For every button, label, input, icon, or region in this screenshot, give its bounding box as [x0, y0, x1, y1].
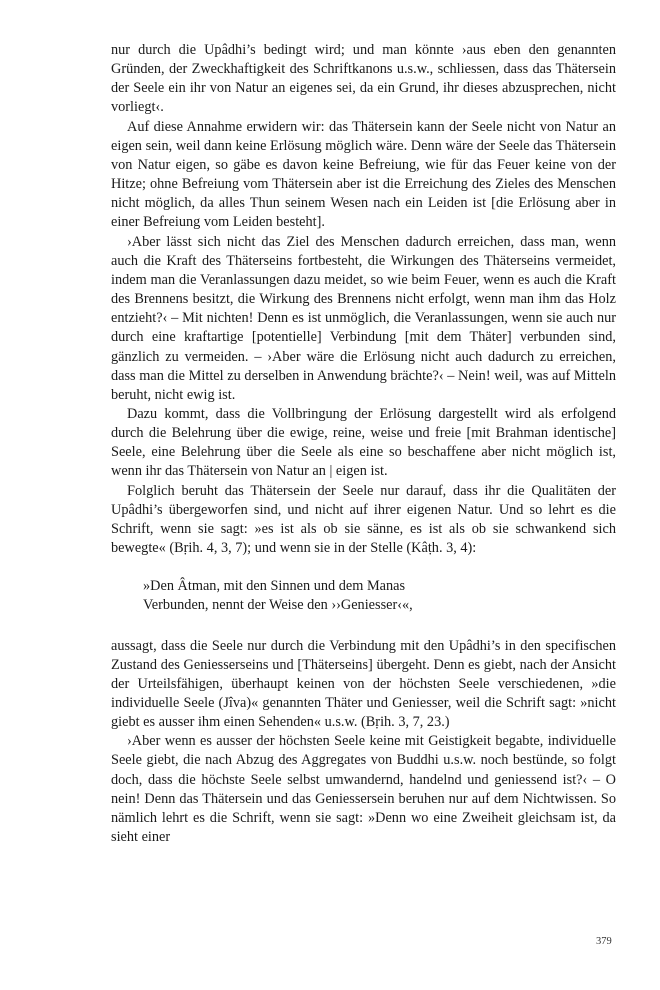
paragraph: nur durch die Upâdhi’s bedingt wird; und man könnte ›aus eben den genannten Gründen, der Zweckhaftigkeit des Schriftkanons u.s.w., schliessen, dass das Thätersein der Seele ein ihr von Natur an eigenes sei, da ein Grund, ihr dieses abzusprechen, nicht vorliegt‹. [111, 42, 616, 116]
verse-line: Verbunden, nennt der Weise den ››Geniesser‹«, [143, 597, 413, 614]
paragraph: aussagt, dass die Seele nur durch die Verbindung mit den Upâdhi’s in den specifischen Zustand des Geniesserseins und [Thäterseins] übergeht. Denn es giebt, nach der Ansicht der Urteilsfähigen, überhaupt keinen von der höchsten Seele verschiedenen, »die individuelle Seele (Jîva)« genannten Thäter und Geniesser, weil die Schrift sagt: »nicht giebt es ausser ihm einen Sehenden« u.s.w. (Bṛih. 3, 7, 23.) [111, 637, 616, 731]
paragraph: Folglich beruht das Thätersein der Seele nur darauf, dass ihr die Qualitäten der Upâdhi’s übergeworfen sind, und nicht auf ihrer eigenen Natur. Und so lehrt es die Schrift, wenn sie sagt: »es ist als ob sie sänne, es ist als ob sie schwankend sich bewegte« (Bṛih. 4, 3, 7); und wenn sie in der Stelle (Kâṭh. 3, 4): [111, 482, 616, 557]
verse-quotation [143, 577, 616, 615]
verse-line: »Den Âtman, mit den Sinnen und dem Manas [143, 578, 406, 595]
paragraph: ›Aber lässt sich nicht das Ziel des Menschen dadurch erreichen, dass man, wenn auch die Kraft des Thäterseins fortbesteht, die Wirkungen des Thäterseins vermeidet, indem man die Veranlassungen dazu meidet, so wie beim Feuer, wenn es auch die Kraft des Brennens besitzt, die Wirkung des Brennens nicht erfolgt, wenn man ihm das Holz entzieht?‹ – Mit nichten! Denn es ist unmöglich, die Veranlassungen, wenn sie auch nur durch eine kraftartige [potentielle] Verbindung [mit dem Thäter] verbunden sind, gänzlich zu vermeiden. – ›Aber wäre die Erlösung nicht auch dadurch zu erreichen, dass man die Mittel zu derselben in Anwendung brächte?‹ – Nein! weil, was auf Mitteln beruht, nicht ewig ist. [111, 233, 616, 403]
body-text [111, 41, 616, 847]
paragraph: Auf diese Annahme erwidern wir: das Thätersein kann der Seele nicht von Natur an eigen sein, weil dann keine Erlösung möglich wäre. Denn wäre der Seele das Thätersein von Natur eigen, so gäbe es davon keine Befreiung, wie für das Feuer keine von der Hitze; ohne Befreiung vom Thätersein aber ist die Erreichung des Zieles des Menschen nicht möglich, da alles Thun seinem Wesen nach ein Leiden ist [die Erlösung aber in einer Befreiung vom Leiden besteht]. [111, 118, 616, 231]
paragraph: ›Aber wenn es ausser der höchsten Seele keine mit Geistigkeit begabte, individuelle Seele giebt, die nach Abzug des Aggregates von Buddhi u.s.w. noch bestünde, so folgt doch, dass die höchste Seele selbst umwandernd, handelnd und geniessend ist?‹ – O nein! Denn das Thätersein und das Geniessersein beruhen nur auf dem Nichtwissen. So nämlich lehrt es die Schrift, wenn sie sagt: »Denn wo eine Zweiheit gleichsam ist, da sieht einer [111, 733, 616, 846]
page-number: 379 [596, 936, 612, 947]
paragraph: Dazu kommt, dass die Vollbringung der Erlösung dargestellt wird als erfolgend durch die Belehrung über die ewige, reine, weise und freie [mit Brahman identische] Seele, eine Belehrung über die Seele als eine so beschaffene aber nicht möglich ist, wenn ihr das Thätersein von Natur an | eigen ist. [111, 405, 616, 480]
